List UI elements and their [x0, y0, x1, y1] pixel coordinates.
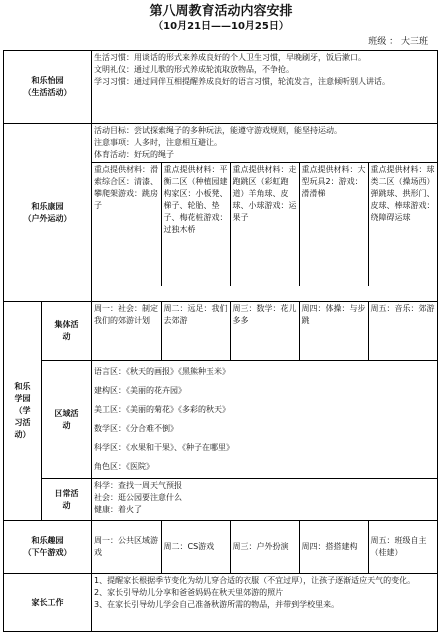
area-line: 科学区：《水果和干果》、《种子在哪里》: [94, 443, 234, 452]
daily-line: 健康：着火了: [94, 505, 142, 514]
fun-day-2: 周二：CS游戏: [161, 521, 230, 573]
fun-day-4: 周四：搭搭建构: [299, 521, 368, 573]
study-header-line: 学园: [14, 394, 31, 403]
group-day-3: 周三：数学：花儿多多: [230, 302, 299, 360]
page-title: 第八周教育活动内容安排: [149, 4, 293, 19]
daily-content: [92, 479, 438, 521]
area-row: [4, 361, 438, 479]
area-line: 建构区：《美丽的花卉园》: [94, 386, 186, 395]
health-line: 体育活动：好玩的绳子: [94, 150, 174, 159]
group-label-line: 集体活: [54, 320, 79, 329]
group-content: [92, 302, 438, 361]
daily-line: 科学：查找一周天气预报: [94, 481, 182, 490]
study-header-line: 动）: [14, 430, 31, 439]
area-label: [42, 361, 92, 479]
study-header-line: 和乐: [14, 382, 31, 391]
daily-label-line: 动: [62, 500, 71, 510]
group-label: [42, 302, 92, 361]
daily-label-line: 日常活: [54, 488, 79, 498]
fun-header-title: 和乐趣园: [31, 536, 64, 545]
health-header: [4, 124, 92, 302]
parents-row: [4, 574, 438, 632]
daily-line: 社会：逛公园要注意什么: [94, 493, 182, 502]
fun-row: [4, 521, 438, 574]
group-day-5: 周五：音乐：郊游: [370, 304, 435, 313]
area-content: [92, 361, 438, 479]
study-header-line: （学: [14, 406, 31, 415]
area-line: 语言区：《秋天的画报》《黑熊种玉米》: [94, 367, 230, 376]
life-line: 生活习惯：用谈话的形式来养成良好的个人卫生习惯，早晚刷牙，饭后漱口。: [94, 53, 366, 62]
health-line: 活动目标：尝试探索绳子的多种玩法，能遵守游戏规则，能坚持运动。: [94, 126, 342, 135]
parents-line: 3、在家长引导幼儿学会自己准备秋游所需的物品，并带到学校里来。: [94, 600, 340, 609]
health-header-subtitle: （户外运动）: [23, 213, 72, 223]
life-header: [4, 51, 92, 124]
fun-header: [4, 521, 92, 574]
study-header-line: 习活: [14, 418, 31, 427]
health-day-2: 重点提供材料：平衡二区（种植园建构家区：小板凳、梯子、轮胎、垫子、梅花桩游戏：过独木桥: [161, 163, 230, 287]
health-row: [4, 124, 438, 302]
fun-days: [92, 521, 437, 573]
parents-header: 家长工作: [4, 574, 92, 632]
fun-header-subtitle: （下午游戏）: [23, 548, 72, 557]
health-day-1: 重点提供材料：滑索综合区：清漆、攀爬架游戏：跳房子: [92, 163, 161, 287]
health-header-title: 和乐康园: [31, 201, 64, 211]
parents-line: 1、提醒家长根据季节变化为幼儿穿合适的衣服（不宜过厚），让孩子逐渐适应天气的变化。: [94, 576, 416, 585]
life-header-subtitle: （生活活动）: [23, 88, 72, 97]
schedule-table: [3, 50, 438, 632]
class-label: 班级 ： 大三班: [368, 37, 428, 47]
group-row: [4, 302, 438, 361]
group-day-4: 周四：体操：与步跳: [299, 302, 368, 360]
area-line: 数学区：《分合难不倒》: [94, 424, 178, 433]
health-day-3: 重点提供材料：走跑跳区（彩虹跑道）羊角球、皮球、小球游戏：运果子: [230, 163, 299, 287]
fun-day-5: 周五：班级自主（桂建）: [370, 536, 427, 557]
area-label-line: 动: [62, 420, 71, 430]
fun-content: [92, 521, 438, 574]
area-label-line: 区域活: [54, 408, 79, 418]
group-label-line: 动: [62, 332, 71, 341]
area-line: 美工区：《美丽的菊花》《多彩的秋天》: [94, 405, 230, 414]
fun-day-1: 周一：公共区域游戏: [92, 521, 161, 573]
health-goals: [92, 124, 437, 162]
health-days: [92, 162, 437, 286]
health-day-5: 重点提供材料：球类二区（操场西）弹跳球、拱形门、皮球、棒球游戏：绕障碍运球: [368, 163, 437, 287]
study-header: [4, 302, 42, 521]
area-line: 角色区：《医院》: [94, 462, 154, 471]
daily-label: [42, 479, 92, 521]
date-range: （10月21日——10月25日）: [153, 21, 289, 32]
life-content: [92, 51, 438, 124]
fun-day-3: 周三：户外扮演: [230, 521, 299, 573]
health-content: [92, 124, 438, 302]
life-row: [4, 51, 438, 124]
health-line: 注意事项：人多时，注意相互避让。: [94, 138, 222, 147]
group-day-2: 周二：远足：我们去郊游: [161, 302, 230, 360]
group-day-1: 周一：社会：制定我们的郊游计划: [92, 302, 161, 360]
daily-row: [4, 479, 438, 521]
life-line: 文明礼仪：通过儿歌的形式养成轮流取放物品，不争抢。: [94, 65, 294, 74]
group-days: [92, 302, 437, 360]
health-day-4: 重点提供材料：大型玩具2：游戏：滑滑梯: [299, 163, 368, 287]
parents-content: [92, 574, 438, 632]
life-line: 学习习惯：通过同伴互相提醒养成良好的语言习惯，轮流发言，注意倾听别人讲话。: [94, 77, 390, 86]
life-header-title: 和乐怡园: [31, 76, 64, 85]
parents-line: 2、家长引导幼儿分享和爸爸妈妈在秋天里郊游的照片: [94, 588, 284, 597]
